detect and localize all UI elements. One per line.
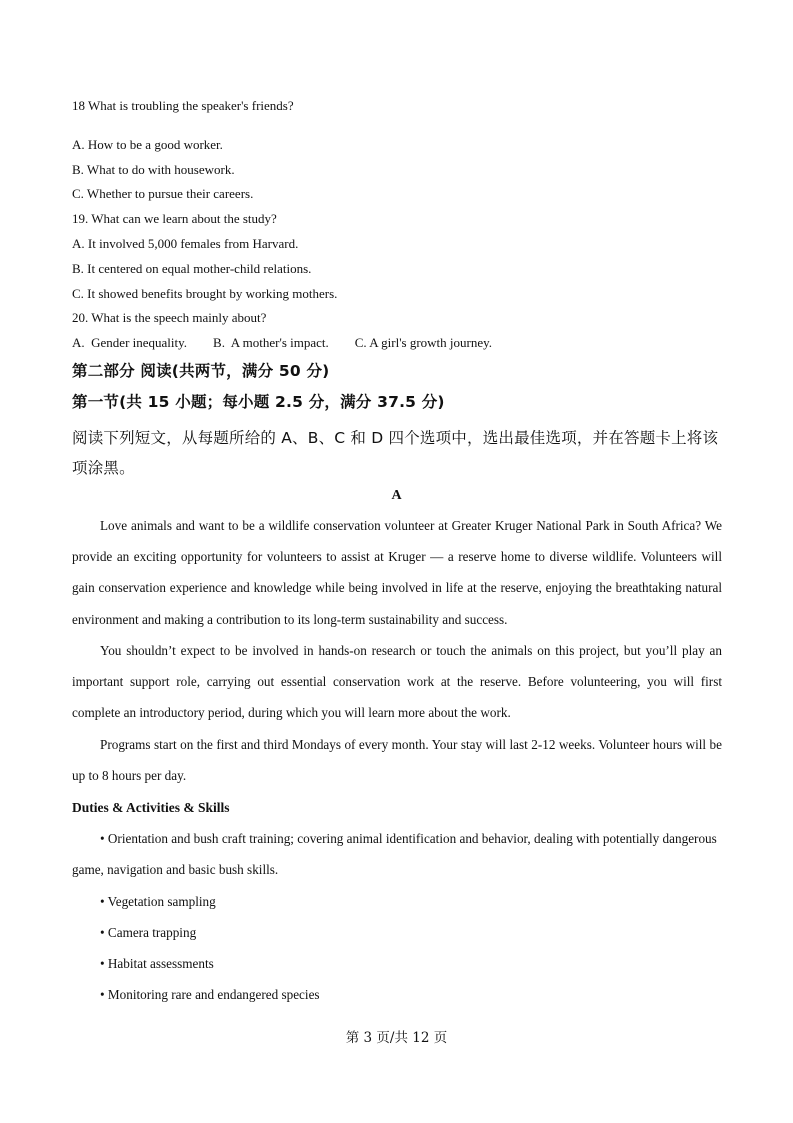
duties-heading: Duties & Activities & Skills	[72, 800, 230, 815]
bullet-item: • Monitoring rare and endangered species	[100, 987, 320, 1002]
question-18-option-a: A. How to be a good worker.	[72, 137, 223, 152]
page-number-footer: 第 3 页/共 12 页	[345, 1030, 448, 1046]
question-20-options: A. Gender inequality. B. A mother's impact. C. A girl's growth journey.	[72, 335, 493, 350]
question-19-stem: 19. What can we learn about the study?	[72, 211, 277, 226]
bullet-item: • Vegetation sampling	[100, 894, 216, 909]
passage-letter: A	[391, 488, 402, 503]
question-20-stem: 20. What is the speech mainly about?	[72, 310, 267, 325]
passage-paragraph-1: Love animals and want to be a wildlife conservation volunteer at Greater Kruger National Park in South Africa? We provide an exciting opportunity for volunteers to assist at Kruger — a reserve home to diverse wildlife. Volunteers will gain conservation experience and knowledge while being involved in life at the reserve, enjoying the breathtaking natural environment and making a contribution to its long-term sustainability and success.	[72, 518, 722, 627]
question-18-option-c: C. Whether to pursue their careers.	[72, 186, 254, 201]
question-18-option-b: B. What to do with housework.	[72, 162, 235, 177]
reading-instruction: 阅读下列短文，从每题所给的 A、B、C 和 D 四个选项中，选出最佳选项，并在答题卡上将该项涂黑。	[72, 429, 719, 477]
question-19-option-c: C. It showed benefits brought by working mothers.	[72, 286, 338, 301]
question-19-option-a: A. It involved 5,000 females from Harvard.	[72, 236, 299, 251]
question-19-option-b: B. It centered on equal mother-child relations.	[72, 261, 312, 276]
reading-part-title: 第二部分 阅读(共两节，满分 50 分)	[72, 362, 330, 380]
passage-paragraph-2: You shouldn’t expect to be involved in hands-on research or touch the animals on this project, but you’ll play an important support role, carrying out essential conservation work at the reserve. Before volunteering, you will first complete an introductory period, during which you will learn more about the work.	[72, 643, 722, 721]
bullet-item: • Orientation and bush craft training; covering animal identification and behavior, dealing with potentially dangerous game, navigation and basic bush skills.	[72, 831, 717, 878]
reading-section-title: 第一节(共 15 小题；每小题 2.5 分，满分 37.5 分)	[72, 393, 445, 411]
bullet-item: • Habitat assessments	[100, 956, 214, 971]
question-18-stem: 18 What is troubling the speaker's friends?	[72, 98, 294, 113]
bullet-item: • Camera trapping	[100, 925, 197, 940]
passage-paragraph-3: Programs start on the first and third Mondays of every month. Your stay will last 2-12 weeks. Volunteer hours will be up to 8 hours per day.	[72, 737, 722, 784]
